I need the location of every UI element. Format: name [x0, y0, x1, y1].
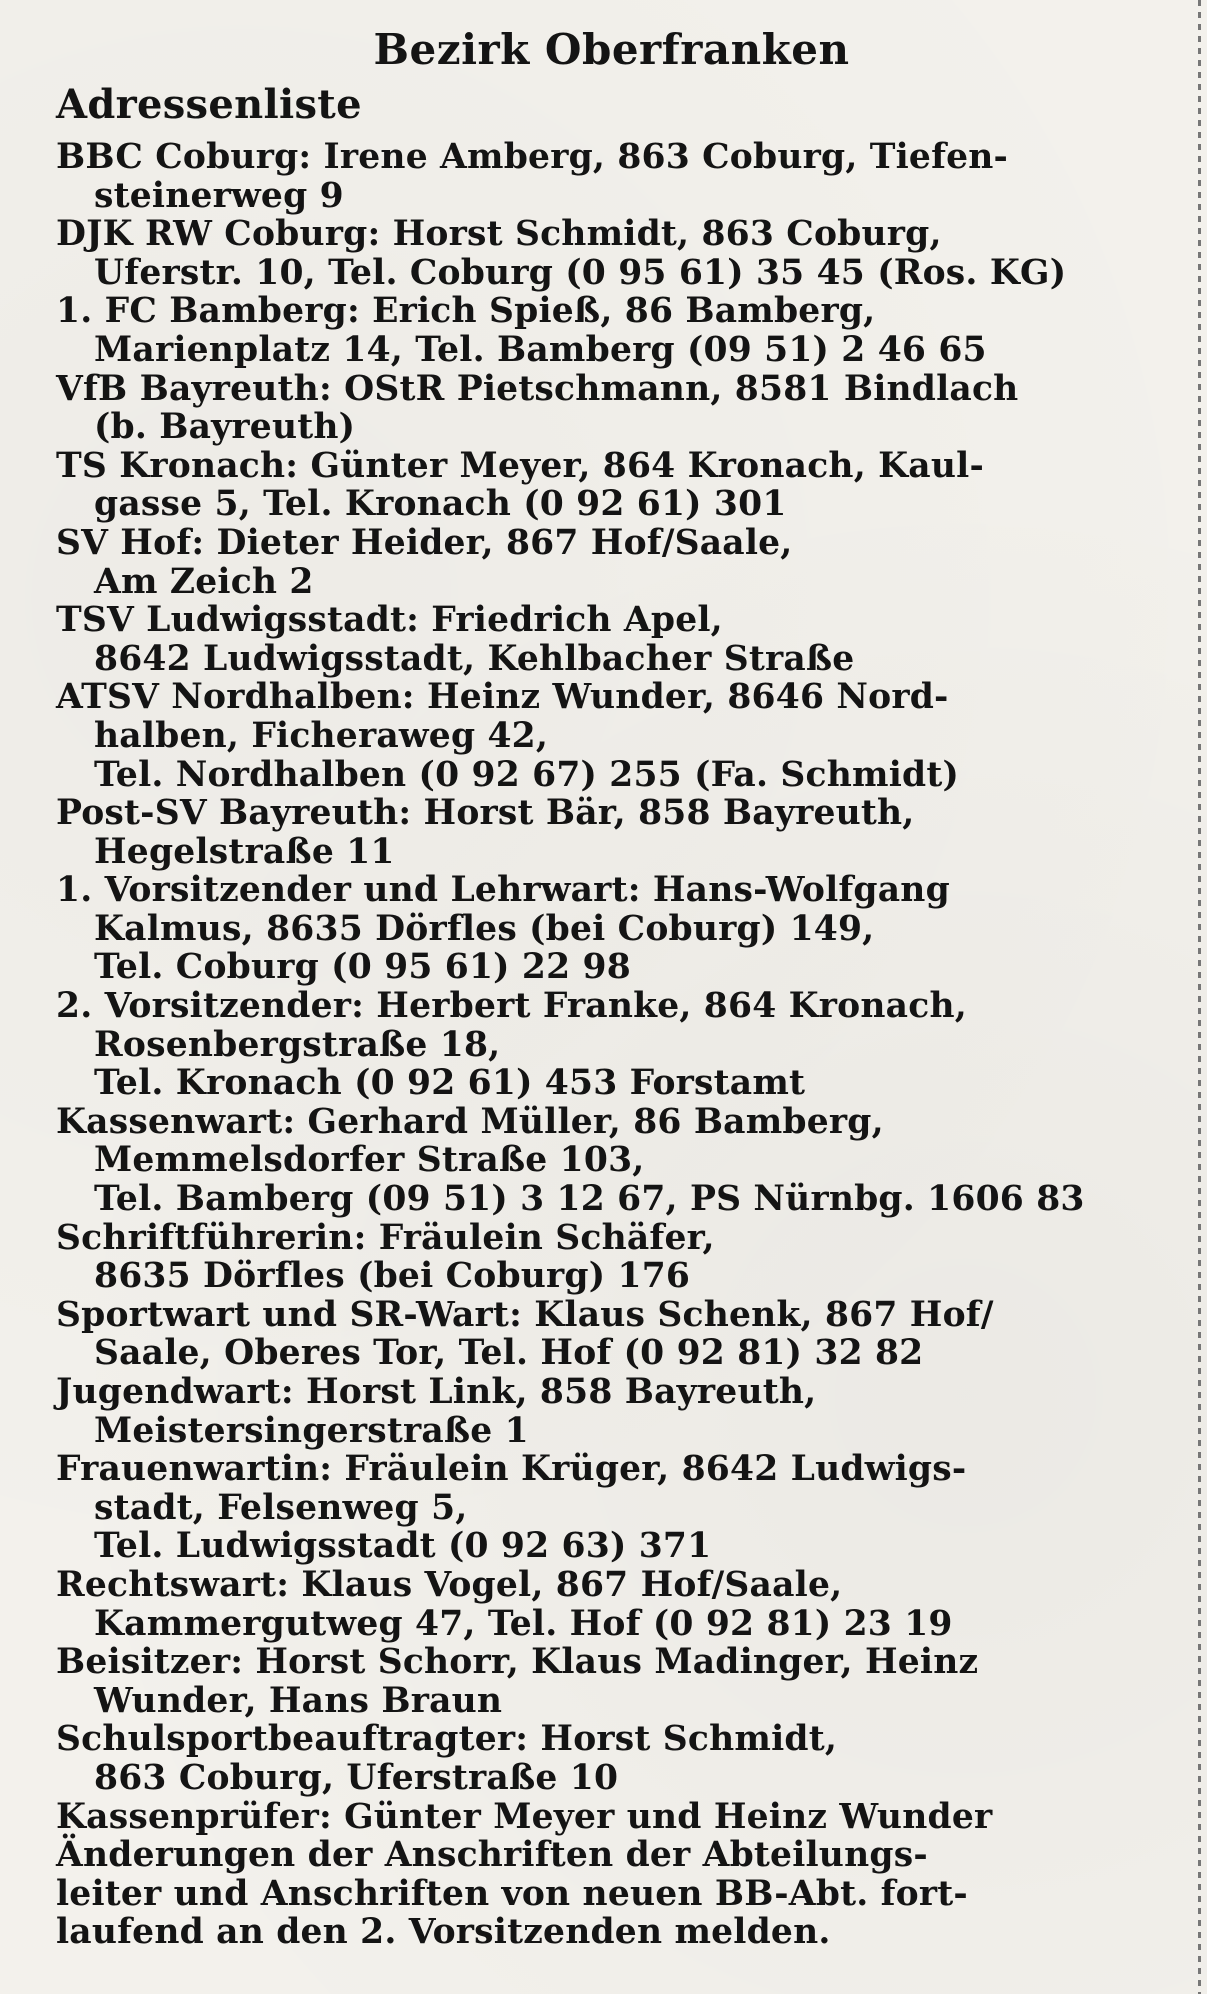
- entry-first-line: ATSV Nordhalben: Heinz Wunder, 8646 Nord-: [56, 677, 949, 718]
- entry-first-line: BBC Coburg: Irene Amberg, 863 Coburg, Tiefen-: [56, 137, 1009, 177]
- address-entry: [56, 1798, 1167, 1837]
- entry-continuation-line: Saale, Oberes Tor, Tel. Hof (0 92 81) 32 82: [94, 1333, 924, 1374]
- entry-first-line: Änderungen der Anschriften der Abteilungs-: [56, 1835, 928, 1876]
- entry-continuation-line: Tel. Bamberg (09 51) 3 12 67, PS Nürnbg. 1606 83: [94, 1179, 1085, 1220]
- entry-continuation-line: leiter und Anschriften von neuen BB-Abt. fort-: [56, 1873, 968, 1914]
- entry-first-line: DJK RW Coburg: Horst Schmidt, 863 Coburg,: [56, 214, 942, 255]
- address-entry: [56, 871, 1167, 987]
- address-entry: [56, 1643, 1167, 1720]
- address-entry: [56, 370, 1167, 447]
- entry-continuation-line: 863 Coburg, Uferstraße 10: [94, 1757, 619, 1798]
- entry-continuation-line: 8642 Ludwigsstadt, Kehlbacher Straße: [94, 638, 855, 679]
- address-entry: [56, 987, 1167, 1103]
- entry-continuation-line: Marienplatz 14, Tel. Bamberg (09 51) 2 46 65: [94, 329, 987, 370]
- entry-continuation-line: Kammergutweg 47, Tel. Hof (0 92 81) 23 19: [94, 1603, 953, 1644]
- entry-first-line: 2. Vorsitzender: Herbert Franke, 864 Kronach,: [56, 986, 967, 1027]
- entry-continuation-line: gasse 5, Tel. Kronach (0 92 61) 301: [94, 484, 787, 525]
- entry-continuation-line: Memmelsdorfer Straße 103,: [94, 1140, 645, 1181]
- address-entry: [56, 1296, 1167, 1373]
- entry-first-line: SV Hof: Dieter Heider, 867 Hof/Saale,: [56, 522, 793, 563]
- entry-continuation-line: Tel. Coburg (0 95 61) 22 98: [94, 947, 631, 988]
- address-entry: [56, 794, 1167, 871]
- entry-continuation-line: Hegelstraße 11: [94, 831, 395, 872]
- address-entry: [56, 678, 1167, 794]
- entry-continuation-line: steinerweg 9: [94, 175, 344, 216]
- entry-first-line: Schulsportbeauftragter: Horst Schmidt,: [56, 1719, 838, 1760]
- entry-first-line: Beisitzer: Horst Schorr, Klaus Madinger, Heinz: [56, 1642, 979, 1683]
- address-entry: [56, 1720, 1167, 1797]
- entry-first-line: Schriftführerin: Fräulein Schäfer,: [56, 1217, 715, 1258]
- address-entry: [56, 1566, 1167, 1643]
- address-list: [56, 138, 1167, 1952]
- address-entry: [56, 1103, 1167, 1219]
- section-heading: Adressenliste: [56, 81, 362, 128]
- entry-first-line: Kassenwart: Gerhard Müller, 86 Bamberg,: [56, 1101, 884, 1142]
- entry-first-line: VfB Bayreuth: OStR Pietschmann, 8581 Bindlach: [56, 368, 1019, 409]
- entry-first-line: 1. FC Bamberg: Erich Spieß, 86 Bamberg,: [56, 291, 876, 332]
- entry-continuation-line: 8635 Dörfles (bei Coburg) 176: [94, 1256, 691, 1297]
- address-entry: [56, 524, 1167, 601]
- entry-continuation-line: Am Zeich 2: [94, 561, 314, 602]
- entry-continuation-line: Wunder, Hans Braun: [94, 1680, 503, 1721]
- entry-continuation-line: Rosenbergstraße 18,: [94, 1024, 501, 1065]
- entry-first-line: Rechtswart: Klaus Vogel, 867 Hof/Saale,: [56, 1564, 843, 1605]
- column-rule: [1198, 0, 1201, 1994]
- entry-first-line: 1. Vorsitzender und Lehrwart: Hans-Wolfgang: [56, 870, 950, 911]
- entry-continuation-line: Meistersingerstraße 1: [94, 1410, 529, 1451]
- address-entry: [56, 1450, 1167, 1566]
- address-entry: [56, 1836, 1167, 1952]
- entry-first-line: Jugendwart: Horst Link, 858 Bayreuth,: [56, 1372, 817, 1412]
- entry-continuation-line: Tel. Ludwigsstadt (0 92 63) 371: [94, 1526, 712, 1567]
- entry-continuation-line: Tel. Nordhalben (0 92 67) 255 (Fa. Schmidt): [94, 754, 959, 795]
- address-entry: [56, 292, 1167, 369]
- address-entry: [56, 1373, 1167, 1450]
- page-title: Bezirk Oberfranken: [373, 25, 850, 74]
- address-entry: [56, 215, 1167, 292]
- entry-first-line: TS Kronach: Günter Meyer, 864 Kronach, Kaul-: [56, 445, 984, 486]
- entry-continuation-line: halben, Ficheraweg 42,: [94, 715, 549, 756]
- entry-continuation-line: (b. Bayreuth): [94, 407, 356, 448]
- entry-continuation-line: laufend an den 2. Vorsitzenden melden.: [56, 1912, 831, 1953]
- entry-continuation-line: stadt, Felsenweg 5,: [94, 1487, 468, 1528]
- address-entry: [56, 138, 1167, 215]
- address-entry: [56, 447, 1167, 524]
- entry-continuation-line: Kalmus, 8635 Dörfles (bei Coburg) 149,: [94, 908, 875, 949]
- address-entry: [56, 601, 1167, 678]
- entry-continuation-line: Uferstr. 10, Tel. Coburg (0 95 61) 35 45 (Ros. KG): [94, 252, 1067, 293]
- entry-first-line: Kassenprüfer: Günter Meyer und Heinz Wunder: [56, 1796, 993, 1837]
- entry-first-line: Frauenwartin: Fräulein Krüger, 8642 Ludwigs-: [56, 1449, 967, 1490]
- entry-first-line: TSV Ludwigsstadt: Friedrich Apel,: [56, 600, 723, 641]
- entry-first-line: Post-SV Bayreuth: Horst Bär, 858 Bayreuth,: [56, 793, 915, 834]
- entry-continuation-line: Tel. Kronach (0 92 61) 453 Forstamt: [94, 1063, 806, 1104]
- address-entry: [56, 1219, 1167, 1296]
- entry-first-line: Sportwart und SR-Wart: Klaus Schenk, 867 Hof/: [56, 1294, 994, 1335]
